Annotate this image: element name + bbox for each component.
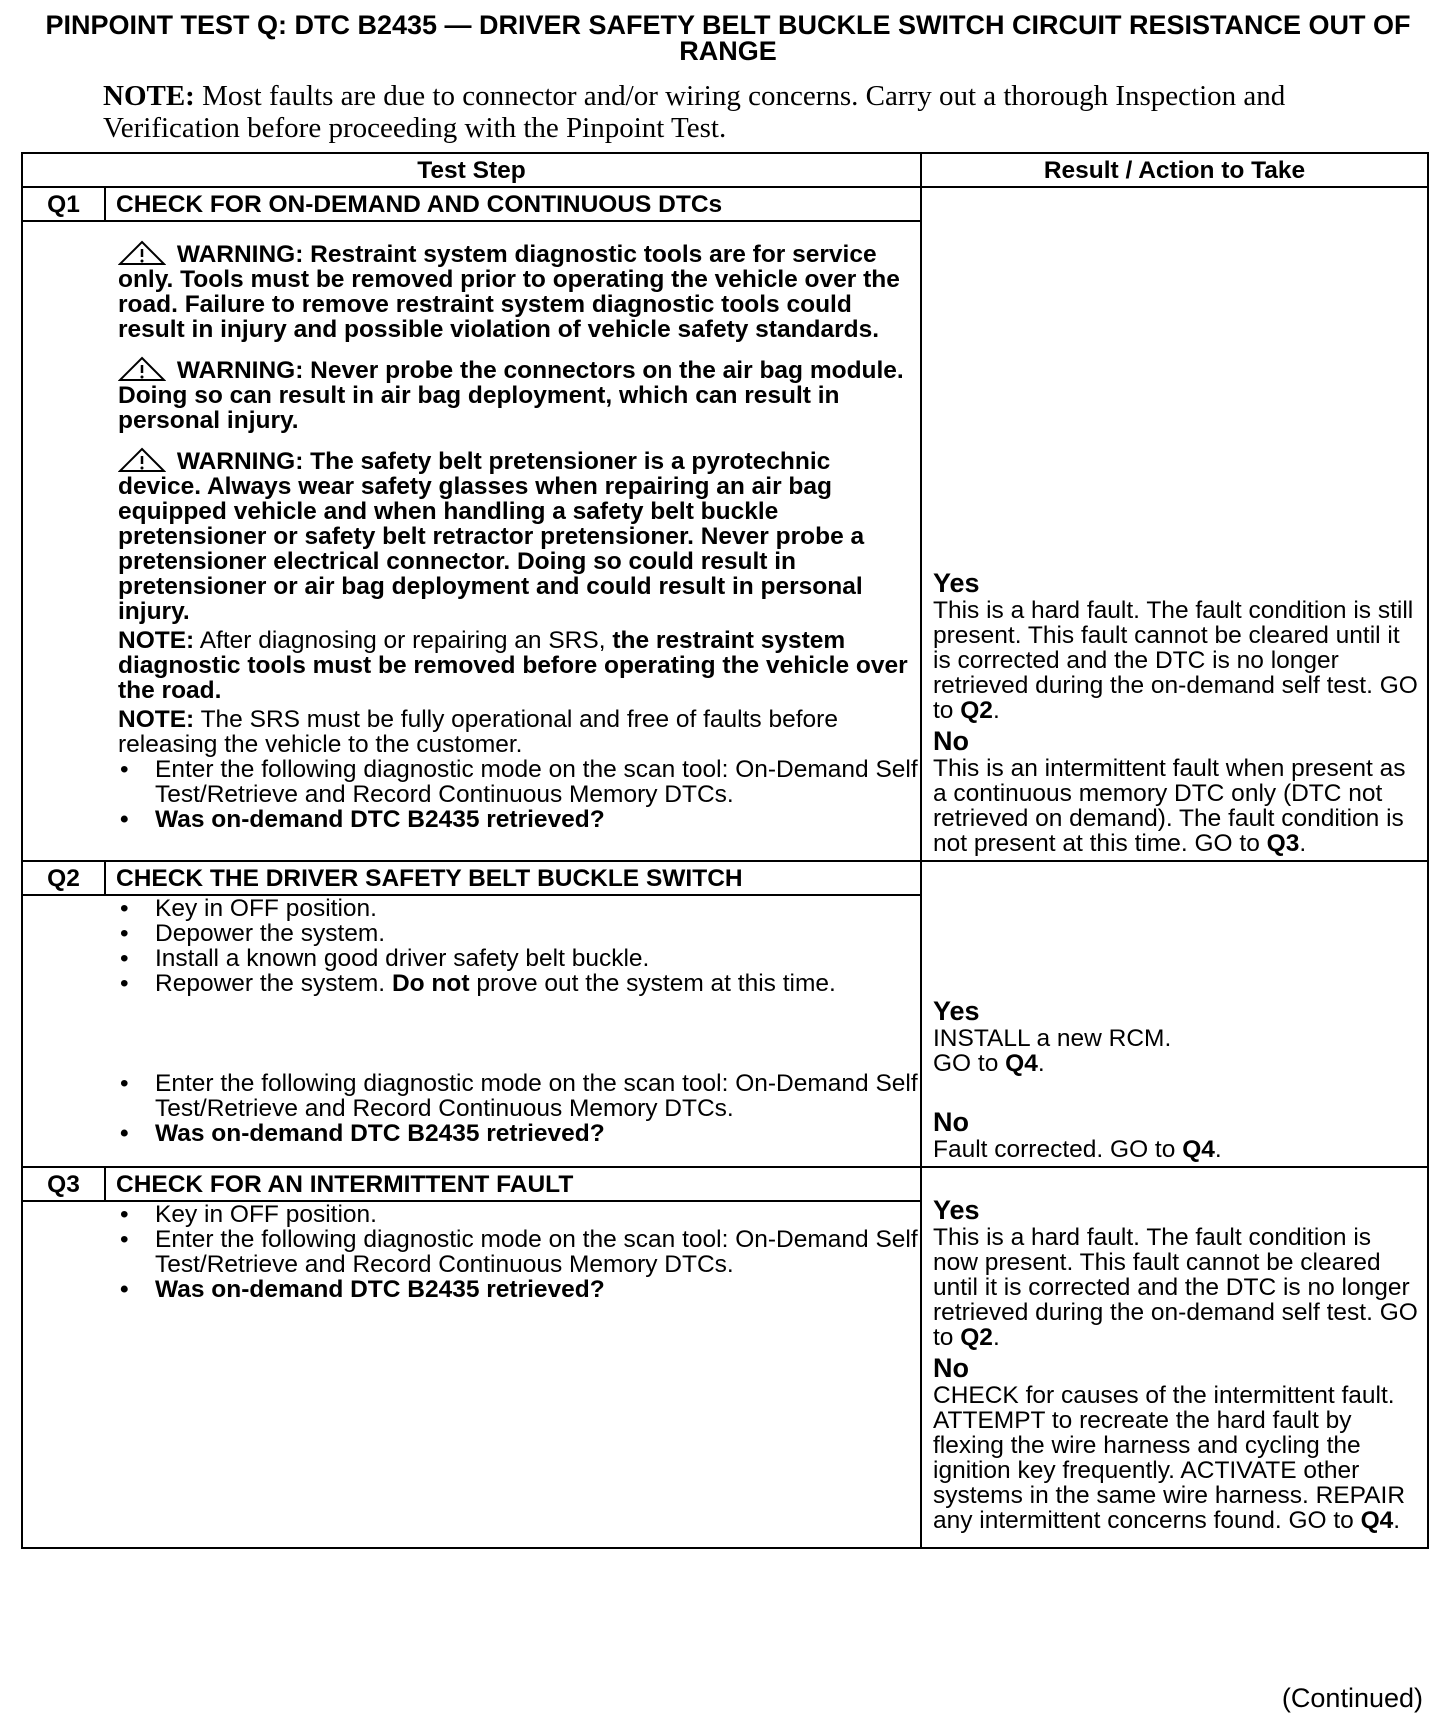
step-id-q3: Q3 <box>22 1167 105 1201</box>
step-heading-q3: CHECK FOR AN INTERMITTENT FAULT <box>105 1167 921 1201</box>
step-id-q2: Q2 <box>22 861 105 895</box>
result-yes-text: This is a hard fault. The fault condition is still present. This fault cannot be cleared until it is corrected and the DTC is no longer retrieved during the on-demand self test. GO to Q2. <box>933 597 1418 724</box>
list-item: • Enter the following diagnostic mode on the scan tool: On-Demand Self Test/Retrieve and Record Continuous Memory DTCs. <box>118 757 920 807</box>
result-q2 <box>921 861 1428 1167</box>
q1-steps-list <box>118 757 920 832</box>
header-test-step: Test Step <box>22 153 921 187</box>
result-yes-label: Yes <box>933 1195 980 1225</box>
pinpoint-test-table <box>21 152 1429 1549</box>
step-heading-q2: CHECK THE DRIVER SAFETY BELT BUCKLE SWITCH <box>105 861 921 895</box>
note-srs-operational: NOTE: The SRS must be fully operational and free of faults before releasing the vehicle to the customer. <box>118 706 838 758</box>
list-item: • Key in OFF position. <box>118 896 920 921</box>
q3-steps-list <box>118 1202 920 1302</box>
list-item: • Repower the system. Do not prove out the system at this time. <box>118 971 920 996</box>
warning-1: WARNING: Restraint system diagnostic tools are for service only. Tools must be removed prior to operating the vehicle over the road. Failure to remove restraint system diagnostic tools could result in injury and possible violation of vehicle safety standards. <box>118 241 900 343</box>
question-q3: • Was on-demand DTC B2435 retrieved? <box>118 1277 920 1302</box>
step-q2-heading-row <box>22 861 1428 895</box>
result-yes-label: Yes <box>933 996 980 1026</box>
table-header-row <box>22 153 1428 187</box>
list-item: • Enter the following diagnostic mode on the scan tool: On-Demand Self Test/Retrieve and Record Continuous Memory DTCs. <box>118 1227 920 1277</box>
result-q1 <box>921 187 1428 861</box>
step-q1-heading-row <box>22 187 1428 221</box>
result-yes-line2: GO to Q4. <box>933 1050 1045 1077</box>
warning-triangle-icon <box>118 447 170 473</box>
warning-2: WARNING: Never probe the connectors on the air bag module. Doing so can result in air bag deployment, which can result in personal injury. <box>118 357 904 434</box>
step-id-q1: Q1 <box>22 187 105 221</box>
result-q3 <box>921 1167 1428 1548</box>
step-q3-heading-row <box>22 1167 1428 1201</box>
page-title: PINPOINT TEST Q: DTC B2435 — DRIVER SAFETY BELT BUCKLE SWITCH CIRCUIT RESISTANCE OUT OF RANGE <box>45 10 1411 66</box>
result-yes-line1: INSTALL a new RCM. <box>933 1025 1172 1052</box>
step-body-q3 <box>22 1201 921 1548</box>
continued-label: (Continued) <box>1281 1683 1423 1713</box>
result-no-label: No <box>933 726 969 756</box>
warning-3: WARNING: The safety belt pretensioner is a pyrotechnic device. Always wear safety glasses when repairing an air bag equipped vehicle and when handling a safety belt buckle pretensioner or safety belt retractor pretensioner. Never probe a pretensioner electrical connector. Doing so could result in pretensioner or air bag deployment and could result in personal injury. <box>118 448 865 625</box>
warning-triangle-icon <box>118 240 170 266</box>
question-q2: • Was on-demand DTC B2435 retrieved? <box>118 1121 920 1146</box>
list-item: • Enter the following diagnostic mode on the scan tool: On-Demand Self Test/Retrieve and Record Continuous Memory DTCs. <box>118 1071 920 1121</box>
list-item: • Install a known good driver safety belt buckle. <box>118 946 920 971</box>
warning-triangle-icon <box>118 356 170 382</box>
note-label: NOTE: <box>103 80 195 112</box>
intro-note <box>103 80 1383 144</box>
note-restraint-tools: NOTE: After diagnosing or repairing an SRS, the restraint system diagnostic tools must be removed before operating the vehicle over the road. <box>118 627 908 704</box>
step-body-q2 <box>22 895 921 1167</box>
note-text: Most faults are due to connector and/or wiring concerns. Carry out a thorough Inspection and Verification before proceeding with the Pinpoint Test. <box>103 80 1286 144</box>
step-heading-q1: CHECK FOR ON-DEMAND AND CONTINUOUS DTCs <box>105 187 921 221</box>
result-no-text: This is an intermittent fault when present as a continuous memory DTC only (DTC not retrieved on demand). The fault condition is not present at this time. GO to Q3. <box>933 755 1406 857</box>
list-item: • Depower the system. <box>118 921 920 946</box>
header-result-action: Result / Action to Take <box>921 153 1428 187</box>
question-q1: • Was on-demand DTC B2435 retrieved? <box>118 807 920 832</box>
result-yes-text: This is a hard fault. The fault condition is now present. This fault cannot be cleared until it is corrected and the DTC is no longer retrieved during the on-demand self test. GO to Q2. <box>933 1224 1418 1351</box>
step-body-q1 <box>22 221 921 861</box>
result-no-label: No <box>933 1107 969 1137</box>
result-yes-label: Yes <box>933 568 980 598</box>
result-no-label: No <box>933 1353 969 1383</box>
result-no-text: CHECK for causes of the intermittent fault. ATTEMPT to recreate the hard fault by flexing the wire harness and cycling the ignition key frequently. ACTIVATE other systems in the same wire harness. REPAIR any intermittent concerns found. GO to Q4. <box>933 1382 1406 1534</box>
q2-steps-list-2 <box>118 1071 920 1146</box>
q2-steps-list <box>118 896 920 996</box>
result-no-text: Fault corrected. GO to Q4. <box>933 1136 1222 1163</box>
list-item: • Key in OFF position. <box>118 1202 920 1227</box>
